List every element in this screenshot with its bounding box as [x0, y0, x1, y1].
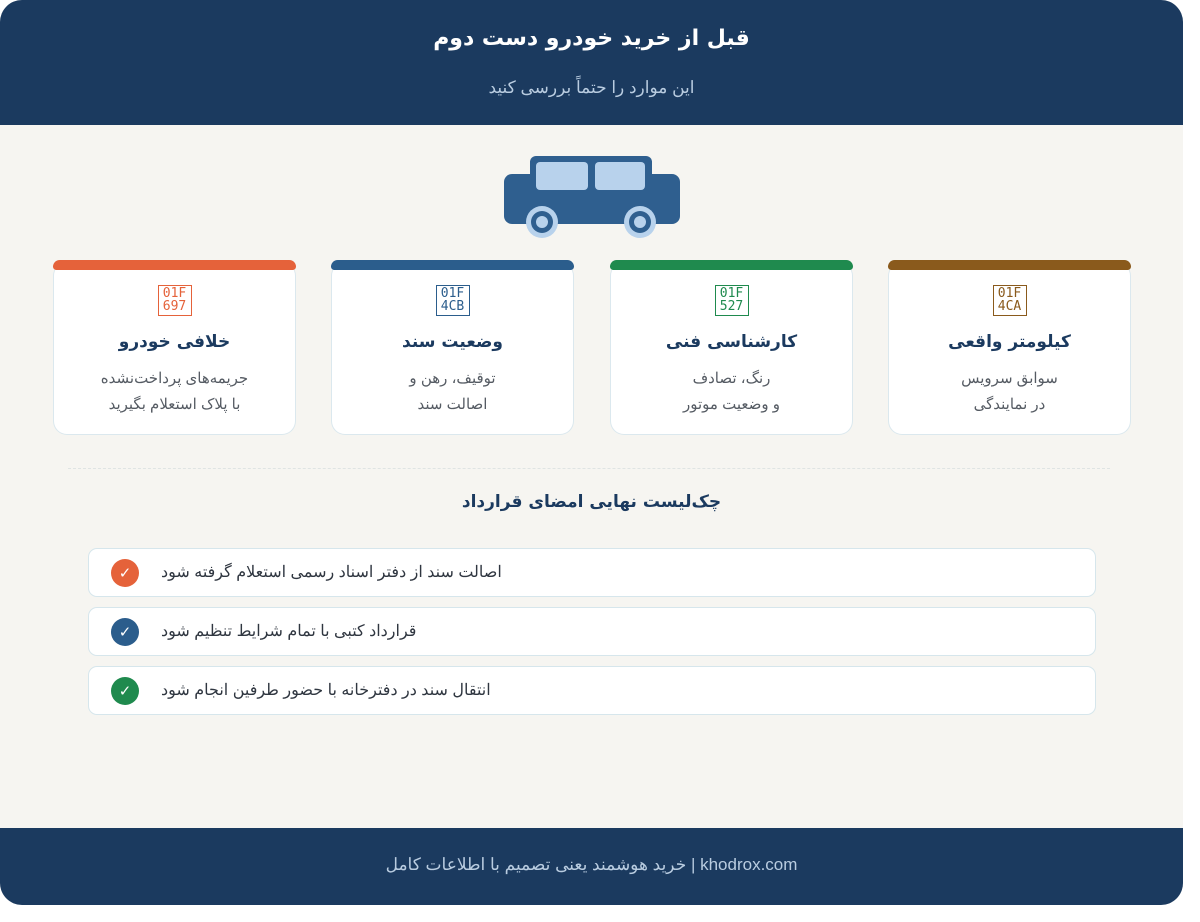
card-description: جریمه‌های پرداخت‌نشده با پلاک استعلام بگیرید [100, 370, 249, 413]
card-accent-bar [888, 260, 1131, 270]
footer-slogan: خرید هوشمند یعنی تصمیم با اطلاعات کامل [385, 855, 687, 874]
card-accent-bar [331, 260, 574, 270]
header [0, 0, 1183, 125]
traffic-light-icon: 01F 697 [158, 285, 192, 316]
card-description: رنگ، تصادف و وضعیت موتور [682, 370, 780, 413]
wrench-icon: 01F 527 [715, 285, 749, 316]
card-description: توقیف، رهن و اصالت سند [409, 370, 496, 413]
footer-separator: | [690, 855, 696, 874]
card-description: سوابق سرویس در نمایندگی [961, 370, 1058, 413]
checklist-item [88, 607, 1096, 656]
card-technical-inspection [610, 262, 853, 435]
check-icon: ✓ [111, 677, 139, 705]
card-traffic-fines [53, 262, 296, 435]
checklist-item-text: قرارداد کتبی با تمام شرایط تنظیم شود [161, 623, 417, 640]
check-icon: ✓ [111, 559, 139, 587]
car-window-right [595, 162, 645, 190]
checklist-item-text: اصالت سند از دفتر اسناد رسمی استعلام گرفته شود [161, 564, 502, 581]
odometer-icon: 01F 4CA [993, 285, 1027, 316]
card-accent-bar [53, 260, 296, 270]
section-divider [68, 468, 1110, 469]
checklist-item [88, 548, 1096, 597]
checklist-item [88, 666, 1096, 715]
checklist-title: چک‌لیست نهایی امضای قرارداد [461, 492, 722, 512]
car-window-left [536, 162, 588, 190]
footer [0, 828, 1183, 905]
car-icon [500, 150, 684, 242]
clipboard-icon: 01F 4CB [436, 285, 470, 316]
check-icon: ✓ [111, 618, 139, 646]
page-title: قبل از خرید خودرو دست دوم [433, 26, 750, 51]
check-cards [53, 262, 1131, 436]
page-subtitle: این موارد را حتماً بررسی کنید [488, 78, 695, 97]
card-title: کارشناسی فنی [665, 332, 798, 352]
card-document-status [331, 262, 574, 435]
card-title: کیلومتر واقعی [948, 332, 1071, 352]
footer-site-link[interactable]: khodrox.com [700, 855, 798, 874]
card-accent-bar [610, 260, 853, 270]
footer-text [0, 855, 1183, 875]
card-title: خلافی خودرو [118, 332, 231, 352]
card-mileage [888, 262, 1131, 435]
checklist-item-text: انتقال سند در دفترخانه با حضور طرفین انجام شود [161, 682, 491, 699]
card-title: وضعیت سند [402, 332, 503, 352]
